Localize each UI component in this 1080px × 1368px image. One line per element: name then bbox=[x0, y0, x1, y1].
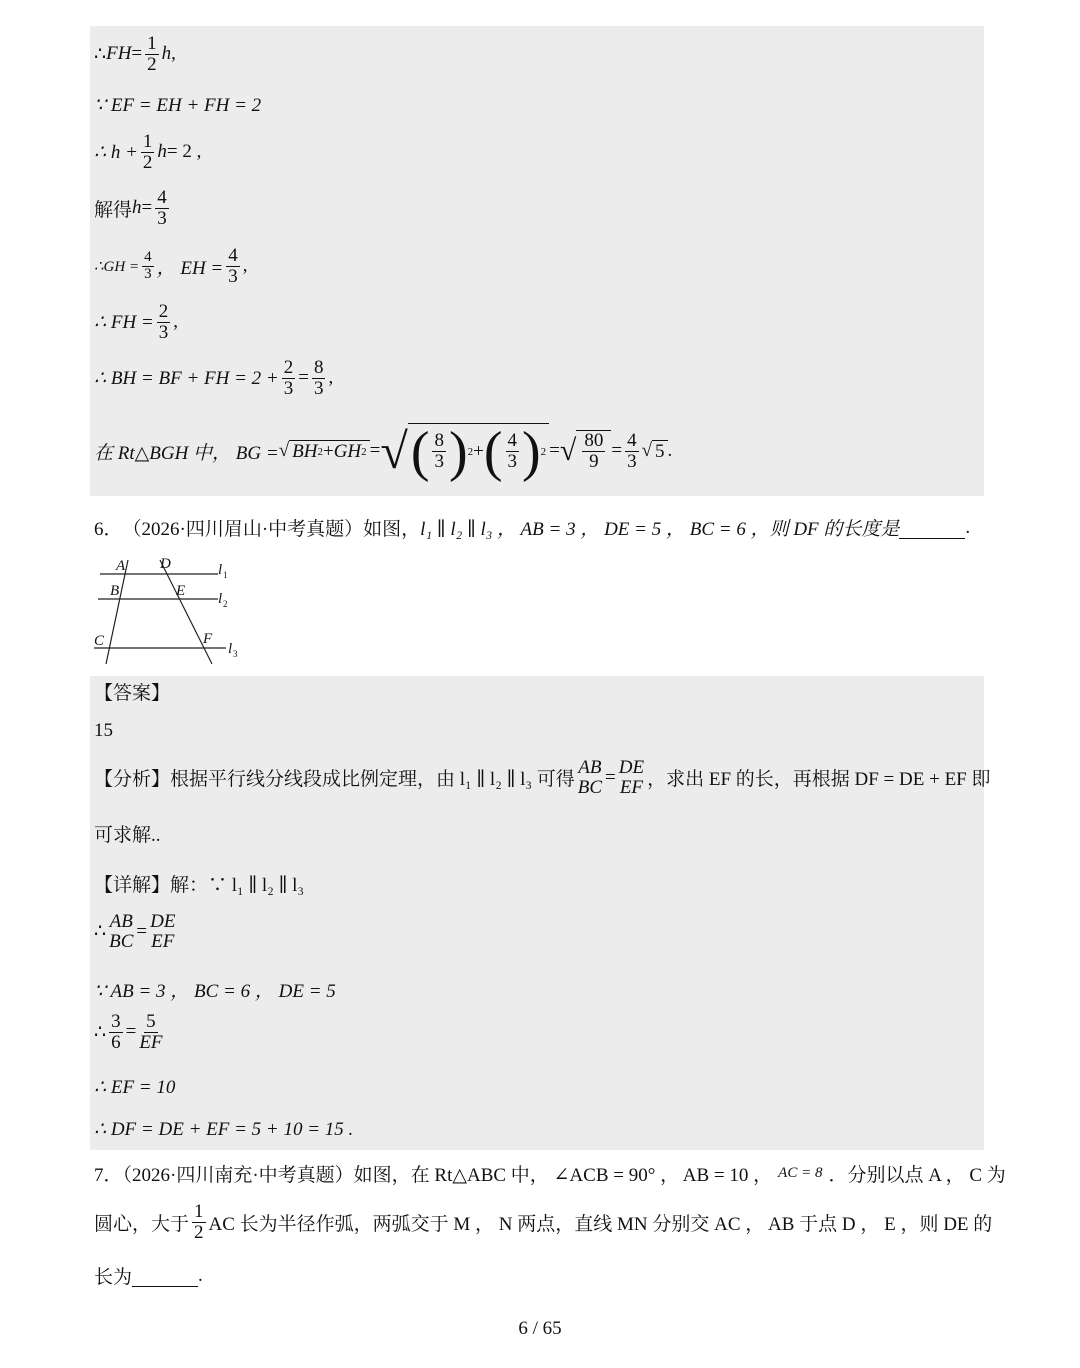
fraction: $\frac{4}{3}$ bbox=[157, 187, 167, 229]
detail-line: 【详解】解：∵ l₁ ∥ l₂ ∥ l₃ bbox=[94, 875, 305, 896]
label-c: C bbox=[94, 633, 105, 649]
fraction: DE EF bbox=[150, 911, 176, 952]
equation-text: ， EH = bbox=[156, 257, 224, 279]
fraction: $\frac{8}{3}$ bbox=[313, 357, 324, 399]
detail-substitution: ∴ $\frac{3}{6}$ = $\frac{5}{EF}$ bbox=[94, 1011, 163, 1053]
answer-value: 15 bbox=[94, 720, 113, 741]
fraction: $\frac{2}{3}$ bbox=[283, 357, 294, 399]
punct: . bbox=[667, 440, 673, 461]
label-l2: l bbox=[218, 591, 223, 607]
equation-text: ∴ h + bbox=[94, 141, 138, 163]
detail-df: ∴ DF = DE + EF = 5 + 10 = 15 . bbox=[94, 1119, 354, 1140]
equation-text: = 2 , bbox=[166, 141, 202, 163]
fraction: AB BC bbox=[577, 757, 603, 798]
question-7-line-3: 长为 . bbox=[94, 1264, 203, 1288]
label-l2-sub: 2 bbox=[223, 599, 228, 609]
fraction: $\frac{1}{2}$ bbox=[142, 131, 153, 173]
solution-line-4 bbox=[94, 188, 172, 229]
detail-ef: ∴ EF = 10 bbox=[94, 1077, 176, 1098]
fraction: $\frac{1}{2}$ bbox=[147, 33, 157, 75]
equation-text: ∴ BH = BF + FH = 2 + bbox=[94, 367, 279, 389]
sqrt-5: √ 5 bbox=[642, 440, 668, 463]
equals: = bbox=[131, 43, 143, 65]
fraction: $\frac{1}{2}$ bbox=[194, 1201, 204, 1243]
fraction: $\frac{5}{EF}$ bbox=[139, 1011, 163, 1053]
label-a: A bbox=[116, 558, 126, 574]
label-b: B bbox=[110, 583, 120, 599]
sqrt-expression-large: √ ( $\frac{8}{3}$ ) 2 + ( $\frac{4}{3}$ ) 2 bbox=[380, 422, 549, 480]
solution-line-7 bbox=[94, 358, 333, 399]
solution-line-2 bbox=[94, 94, 261, 117]
term-fh: FH bbox=[106, 43, 132, 65]
fraction: $\frac{2}{3}$ bbox=[158, 301, 169, 343]
equation-text: ∴GH = bbox=[94, 258, 140, 275]
fraction: DE EF bbox=[618, 757, 645, 798]
page-number: 6 / 65 bbox=[518, 1318, 562, 1339]
solution-line-1 bbox=[94, 34, 176, 75]
equals: = bbox=[298, 367, 309, 389]
equation-text: ∴ FH = bbox=[94, 311, 154, 333]
detail-given: ∵ AB = 3 ， BC = 6 ， DE = 5 bbox=[94, 981, 336, 1002]
question-source: （2026·四川眉山·中考真题）如图， bbox=[122, 519, 421, 540]
label-f: F bbox=[203, 631, 213, 647]
solution-line-8 bbox=[94, 420, 673, 483]
label-l1-sub: 1 bbox=[223, 570, 228, 580]
question-7-line-1: 7．（2026·四川南充·中考真题）如图，在 Rt△ABC 中， ∠ACB = 90° ， AB = 10 ， AC = 8 ．分别以点 A ， C 为 bbox=[94, 1165, 1006, 1186]
solution-line-3 bbox=[94, 132, 201, 173]
var-h: h bbox=[132, 197, 142, 219]
var-h: h bbox=[157, 141, 167, 163]
answer-heading: 【答案】 bbox=[94, 683, 171, 704]
fraction: $\frac{4}{3}$ bbox=[144, 249, 152, 282]
label-l3-sub: 3 bbox=[233, 649, 238, 659]
label-text: 解得 bbox=[94, 199, 133, 221]
analysis-line-2: 可求解.. bbox=[94, 825, 161, 846]
label-l3: l bbox=[228, 641, 233, 657]
fraction: $\frac{3}{6}$ bbox=[111, 1011, 121, 1053]
parallel-lines-figure bbox=[88, 552, 248, 670]
solution-line-6 bbox=[94, 302, 178, 343]
solution-line-5 bbox=[94, 246, 248, 287]
equation-text: 在 Rt△BGH 中， BG = bbox=[94, 442, 279, 464]
answer-box bbox=[90, 676, 984, 1150]
fraction: AB BC bbox=[109, 911, 134, 952]
question-6 bbox=[94, 514, 970, 541]
sqrt-expression: √ BH 2 + GH 2 bbox=[279, 440, 370, 463]
equation-text: ∵ EF = EH + FH = 2 bbox=[94, 95, 262, 116]
var-h: h bbox=[161, 43, 172, 65]
sqrt-fraction: √ $\frac{80}{9}$ bbox=[560, 430, 611, 472]
detail-ratio: ∴ AB BC = DE EF bbox=[94, 911, 176, 952]
equals: = bbox=[549, 440, 560, 461]
label-l1: l bbox=[218, 562, 223, 578]
answer-blank bbox=[132, 1264, 198, 1287]
equals: = bbox=[141, 197, 153, 219]
fraction: $\frac{4}{3}$ bbox=[627, 429, 637, 472]
punct: . bbox=[965, 516, 971, 538]
question-condition: l₁ ∥ l₂ ∥ l₃ ， AB = 3 ， DE = 5 ， BC = 6 ，则 DF 的长度是 bbox=[420, 519, 900, 540]
punct: , bbox=[242, 255, 248, 277]
punct: , bbox=[171, 43, 176, 65]
therefore-symbol: ∴ bbox=[94, 43, 107, 65]
label-d: D bbox=[160, 556, 171, 572]
analysis-line-1: 【分析】根据平行线分线段成比例定理，由 l₁ ∥ l₂ ∥ l₃ 可得 AB BC = DE EF ，求出 EF 的长，再根据 DF = DE + EF 即 bbox=[94, 757, 991, 798]
question-number: 6． bbox=[94, 519, 123, 540]
equals: = bbox=[369, 440, 381, 461]
equals: = bbox=[611, 440, 623, 461]
punct: , bbox=[328, 367, 334, 389]
punct: , bbox=[173, 311, 178, 333]
label-e: E bbox=[176, 583, 186, 599]
question-7-line-2: 圆心，大于 $\frac{1}{2}$ AC 长为半径作弧，两弧交于 M ， N 两点，直线 MN 分别交 AC ， AB 于点 D ， E ，则 DE 的 bbox=[94, 1201, 993, 1243]
fraction: $\frac{4}{3}$ bbox=[228, 245, 238, 287]
answer-blank bbox=[899, 516, 965, 539]
